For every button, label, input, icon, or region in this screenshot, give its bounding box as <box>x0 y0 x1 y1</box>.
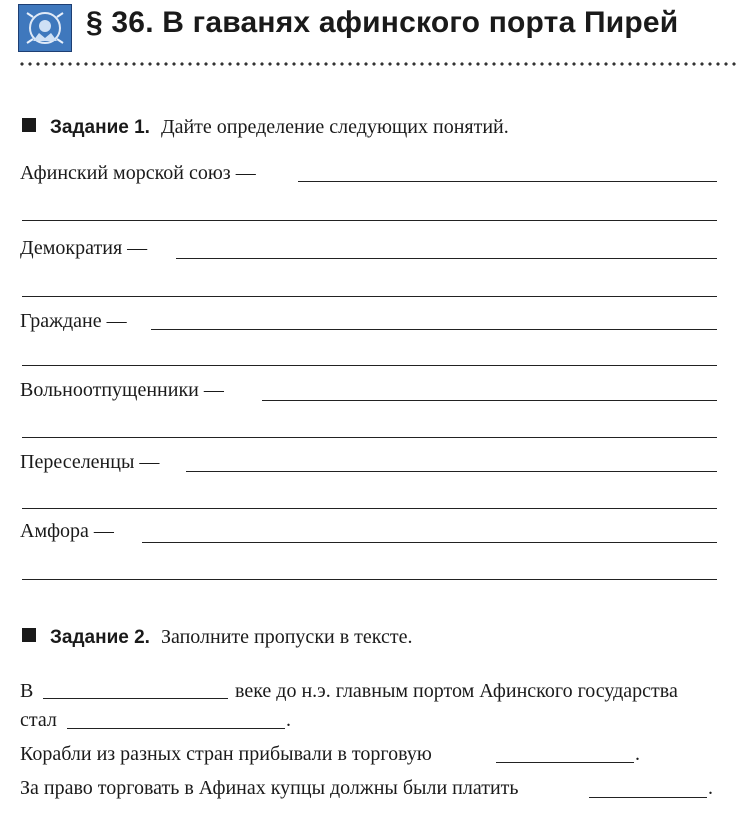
blank-trade[interactable] <box>496 762 634 763</box>
term-democracy: Демократия — <box>20 237 148 259</box>
task2-instruction: Заполните пропуски в тексте. <box>160 626 413 648</box>
answer-line[interactable] <box>298 181 717 182</box>
answer-line[interactable] <box>262 400 717 401</box>
task2-heading <box>22 626 413 649</box>
fill-text: стал <box>20 709 57 731</box>
fill-text: веке до н.э. главным портом Афинского государства <box>235 680 678 702</box>
fill-text-start: В <box>20 680 34 702</box>
answer-line[interactable] <box>186 471 717 472</box>
task1-number: Задание 1. <box>50 117 150 138</box>
answer-line[interactable] <box>22 508 717 509</box>
term-settlers: Переселенцы — <box>20 451 160 473</box>
blank-payment[interactable] <box>589 797 707 798</box>
blank-port[interactable] <box>67 728 285 729</box>
task1-heading <box>22 116 509 139</box>
fill-text-period: . <box>635 743 640 765</box>
answer-line[interactable] <box>151 329 717 330</box>
term-athenian-league: Афинский морской союз — <box>20 162 256 184</box>
answer-line[interactable] <box>176 258 717 259</box>
fill-text-period: . <box>708 777 713 799</box>
term-amphora: Амфора — <box>20 520 114 542</box>
square-bullet-icon <box>22 118 36 132</box>
answer-line[interactable] <box>142 542 717 543</box>
answer-line[interactable] <box>22 365 717 366</box>
answer-line[interactable] <box>22 296 717 297</box>
greek-emblem-icon <box>18 4 72 52</box>
page-header <box>0 0 741 62</box>
fill-text-period: . <box>286 709 291 731</box>
answer-line[interactable] <box>22 220 717 221</box>
page-title: § 36. В гаванях афинского порта Пирей <box>86 6 679 39</box>
term-citizens: Граждане — <box>20 310 127 332</box>
task2-number: Задание 2. <box>50 627 150 648</box>
term-freedmen: Вольноотпущенники — <box>20 379 224 401</box>
blank-century[interactable] <box>43 698 228 699</box>
header-divider <box>18 60 740 68</box>
square-bullet-icon <box>22 628 36 642</box>
answer-line[interactable] <box>22 437 717 438</box>
answer-line[interactable] <box>22 579 717 580</box>
fill-text: За право торговать в Афинах купцы должны были платить <box>20 777 519 799</box>
task1-instruction: Дайте определение следующих понятий. <box>160 116 509 138</box>
fill-text: Корабли из разных стран прибывали в торговую <box>20 743 432 765</box>
